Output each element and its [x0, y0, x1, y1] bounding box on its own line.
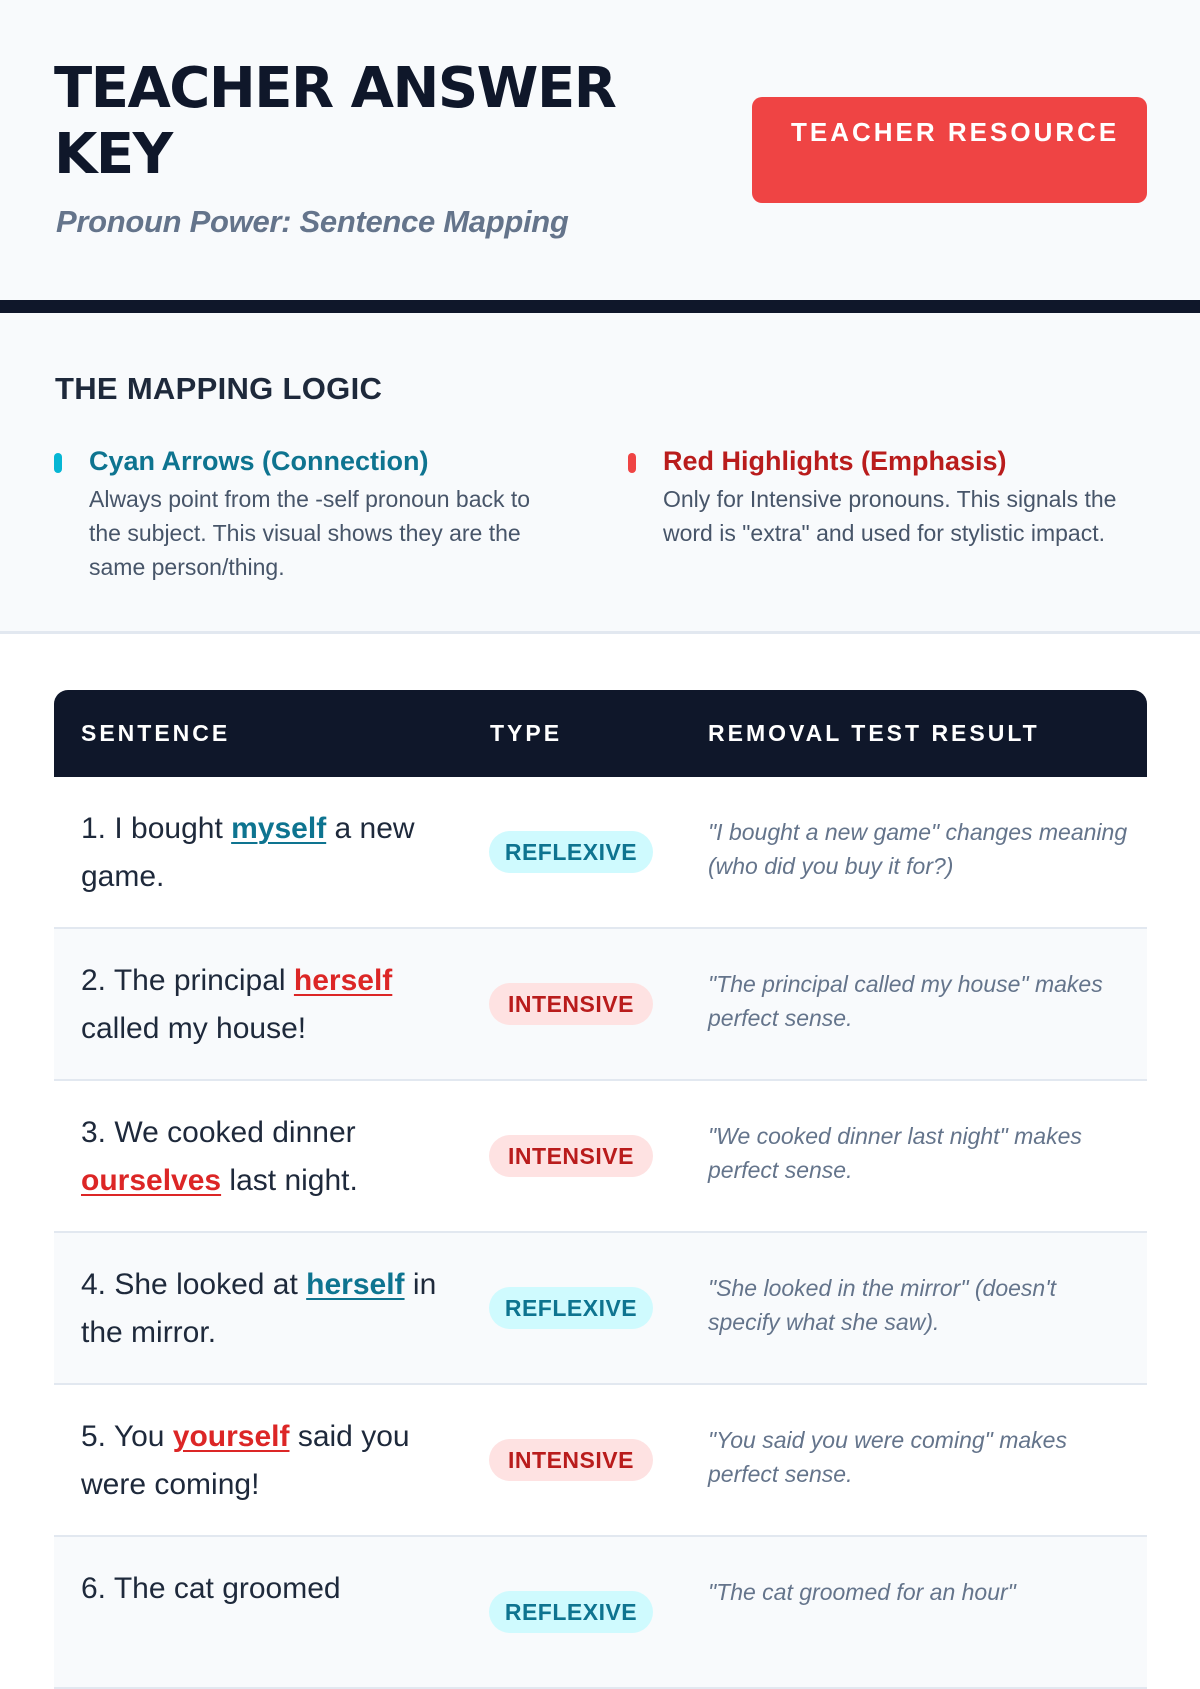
sentence-cell	[81, 805, 461, 901]
intensive-pronoun: herself	[293, 964, 393, 997]
intensive-pronoun: ourselves	[81, 1164, 222, 1197]
page-title: TEACHER ANSWER KEY	[54, 56, 616, 187]
removal-test-result: "We cooked dinner last night" makes perfect sense.	[708, 1123, 1082, 1183]
sentence-cell	[81, 1565, 461, 1613]
cyan-marker-icon	[54, 453, 62, 473]
sentence-text: 2. The principal	[81, 964, 294, 997]
legend-description: Only for Intensive pronouns. This signals the word is "extra" and used for stylistic impact.	[663, 486, 1117, 546]
sentence-text: 1. I bought	[81, 812, 232, 845]
type-badge: REFLEXIVE	[489, 1591, 653, 1633]
answer-key-table	[54, 690, 1147, 1689]
type-badge: INTENSIVE	[489, 983, 653, 1025]
legend-title: Red Highlights (Emphasis)	[663, 446, 1007, 476]
table-row	[54, 1081, 1147, 1233]
removal-test-result: "You said you were coming" makes perfect sense.	[708, 1427, 1067, 1487]
reflexive-pronoun: myself	[231, 812, 327, 845]
removal-test-result: "I bought a new game" changes meaning (who did you buy it for?)	[708, 819, 1128, 879]
table-header	[54, 690, 1147, 777]
type-badge: INTENSIVE	[489, 1135, 653, 1177]
teacher-resource-badge: TEACHER RESOURCE	[752, 97, 1147, 203]
sentence-cell	[81, 957, 461, 1053]
sentence-text: said you were coming!	[81, 1420, 418, 1501]
intensive-pronoun: yourself	[172, 1420, 290, 1453]
sentence-text: last night.	[221, 1164, 358, 1197]
removal-test-result: "The principal called my house" makes perfect sense.	[708, 971, 1103, 1031]
table-row	[54, 777, 1147, 929]
red-marker-icon	[628, 453, 636, 473]
sentence-cell	[81, 1413, 461, 1509]
removal-test-result: "She looked in the mirror" (doesn't specify what she saw).	[708, 1275, 1056, 1335]
sentence-cell	[81, 1109, 461, 1205]
sentence-text: 5. You	[81, 1420, 173, 1453]
legend-description: Always point from the -self pronoun back to the subject. This visual shows they are the same person/thing.	[89, 486, 531, 580]
mapping-logic-section	[0, 313, 1200, 634]
table-row	[54, 929, 1147, 1081]
sentence-text: 3. We cooked dinner	[81, 1116, 364, 1149]
type-badge: REFLEXIVE	[489, 1287, 653, 1329]
type-badge: INTENSIVE	[489, 1439, 653, 1481]
removal-test-result: "The cat groomed for an hour"	[708, 1579, 1016, 1605]
column-header-removal-test: REMOVAL TEST RESULT	[708, 720, 1040, 746]
table-row	[54, 1233, 1147, 1385]
sentence-text: in the mirror.	[81, 1268, 445, 1349]
legend-title: Cyan Arrows (Connection)	[89, 446, 429, 476]
mapping-logic-heading: THE MAPPING LOGIC	[55, 371, 383, 406]
sentence-text: 4. She looked at	[81, 1268, 307, 1301]
table-row	[54, 1537, 1147, 1689]
header	[0, 0, 1200, 300]
column-header-type: TYPE	[490, 720, 563, 746]
header-divider	[0, 300, 1200, 313]
sentence-text: called my house!	[81, 964, 401, 1045]
sentence-text: a new game.	[81, 812, 423, 893]
table-row	[54, 1385, 1147, 1537]
type-badge: REFLEXIVE	[489, 831, 653, 873]
sentence-cell	[81, 1261, 461, 1357]
sentence-text: 6. The cat groomed	[81, 1572, 341, 1605]
page-subtitle: Pronoun Power: Sentence Mapping	[56, 204, 569, 239]
reflexive-pronoun: herself	[306, 1268, 405, 1301]
column-header-sentence: SENTENCE	[81, 720, 231, 746]
legend-item-emphasis	[628, 443, 1128, 550]
table-body	[54, 777, 1147, 1689]
legend-item-connection	[54, 443, 554, 584]
